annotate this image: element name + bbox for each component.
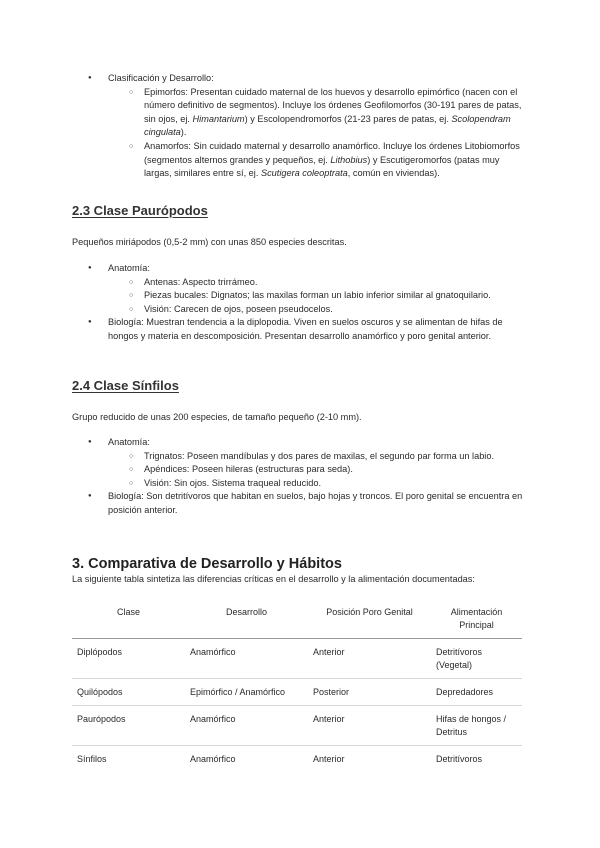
- table-cell: Quilópodos: [72, 679, 185, 706]
- anatomy-detail: ○ Piezas bucales: Dignatos; las maxilas forman un labio inferior similar al gnatoquilario.: [108, 289, 524, 303]
- column-header: Alimentación Principal: [431, 598, 522, 639]
- anatomy-item: ● Anatomía: ○ Antenas: Aspecto trirrámeo. ○ Piezas bucales: Dignatos; las maxilas forman un labio inferior similar al gnatoquilario. ○ Visión: Carecen de ojos, poseen pseudocelos.: [72, 262, 524, 316]
- species-name: Scolopendram cingulata: [144, 113, 511, 138]
- section-heading-comparativa: 3. Comparativa de Desarrollo y Hábitos: [72, 556, 342, 572]
- table-cell: Anterior: [308, 639, 431, 679]
- anatomy-sublist: [108, 276, 524, 317]
- table-cell: Anamórfico: [185, 706, 308, 746]
- table-cell: Hifas de hongos / Detritus: [431, 706, 522, 746]
- sinfilos-list: [72, 436, 524, 518]
- classification-sublist: [108, 86, 524, 181]
- table-cell: Epimórfico / Anamórfico: [185, 679, 308, 706]
- table-row: [72, 746, 522, 773]
- table-cell: Posterior: [308, 679, 431, 706]
- paurópodos-list: [72, 262, 524, 344]
- classification-label: Clasificación y Desarrollo:: [108, 73, 214, 83]
- anatomy-detail: ○ Visión: Carecen de ojos, poseen pseudocelos.: [108, 303, 524, 317]
- species-name: Lithobius: [330, 154, 368, 165]
- classification-item: [72, 72, 524, 181]
- table-row: [72, 639, 522, 679]
- biology-item: ● Biología: Muestran tendencia a la diplopodia. Viven en suelos oscuros y se alimentan de hifas de hongos y materia en descomposición. Presentan desarrollo anamórfico y poro genital anterior.: [72, 316, 524, 343]
- table-cell: Depredadores: [431, 679, 522, 706]
- species-name: Himantarium: [192, 113, 245, 124]
- table-header-row: [72, 598, 522, 639]
- table-cell: Anamórfico: [185, 639, 308, 679]
- column-header: Clase: [72, 598, 185, 639]
- table-row: [72, 706, 522, 746]
- anatomy-detail: ○ Antenas: Aspecto trirrámeo.: [108, 276, 524, 290]
- table-cell: Paurópodos: [72, 706, 185, 746]
- column-header: Desarrollo: [185, 598, 308, 639]
- anatomy-sublist: [108, 450, 524, 491]
- classification-list: [72, 72, 524, 181]
- column-header: Posición Poro Genital: [308, 598, 431, 639]
- section-heading-paurópodos: 2.3 Clase Paurópodos: [72, 203, 208, 218]
- section-intro: La siguiente tabla sintetiza las diferencias críticas en el desarrollo y la alimentación documentadas:: [72, 574, 475, 584]
- table-cell: Anterior: [313, 754, 345, 764]
- section-intro: Grupo reducido de unas 200 especies, de tamaño pequeño (2-10 mm).: [72, 412, 362, 422]
- table-cell: Anamórfico: [190, 754, 236, 764]
- anatomy-detail: ○ Trignatos: Poseen mandíbulas y dos pares de maxilas, el segundo par forma un labio.: [108, 450, 524, 464]
- table-cell: Detritívoros (Vegetal): [431, 639, 522, 679]
- anatomy-item: ● Anatomía: ○ Trignatos: Poseen mandíbulas y dos pares de maxilas, el segundo par forma un labio. ○ Apéndices: Poseen hileras (estructuras para seda). ○ Visión: Sin ojos. Sistema traqueal reducido.: [72, 436, 524, 490]
- epimorfos-item: ○ Epimorfos: Presentan cuidado maternal de los huevos y desarrollo epimórfico (nacen con el número definitivo de segmentos). Incluye los órdenes Geofilomorfos (30-191 pares de patas, sin ojos, ej. Himantarium) y Escolopendromorfos (21-23 pares de patas, ej. Scolopendram cingulata).: [108, 86, 524, 140]
- anatomy-detail: ○ Visión: Sin ojos. Sistema traqueal reducido.: [108, 477, 524, 491]
- section-heading-sinfilos: 2.4 Clase Sínfilos: [72, 378, 179, 393]
- table-row: [72, 679, 522, 706]
- table-cell: Sínfilos: [77, 754, 107, 764]
- section-intro: Pequeños miriápodos (0,5-2 mm) con unas 850 especies descritas.: [72, 237, 347, 247]
- table-cell: Detritívoros: [436, 754, 483, 764]
- species-name: Scutigera coleoptrata: [260, 168, 348, 179]
- comparison-table: [72, 598, 522, 772]
- anamorfos-item: ○ Anamorfos: Sin cuidado maternal y desarrollo anamórfico. Incluye los órdenes Litobiomorfos (segmentos alternos grandes y pequeños, ej. Lithobius) y Escutigeromorfos (patas muy largas, similares entre sí, ej. Scutigera coleoptrata, común en viviendas).: [108, 140, 524, 181]
- table-cell: Anterior: [308, 706, 431, 746]
- biology-item: ● Biología: Son detritívoros que habitan en suelos, bajo hojas y troncos. El poro genital se encuentra en posición anterior.: [72, 490, 524, 517]
- table-cell: Diplópodos: [72, 639, 185, 679]
- anatomy-detail: ○ Apéndices: Poseen hileras (estructuras para seda).: [108, 463, 524, 477]
